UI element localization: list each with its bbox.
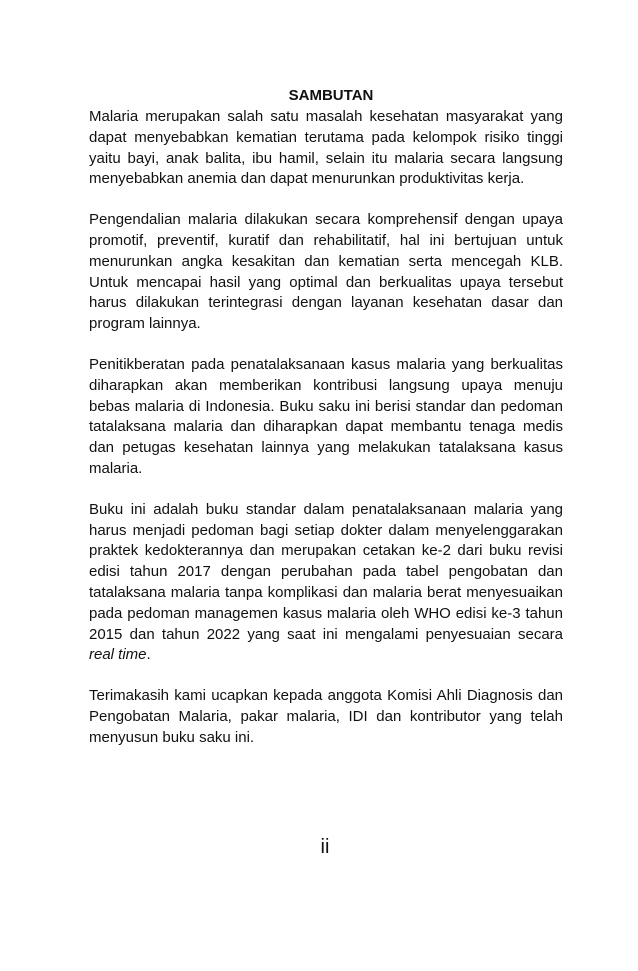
paragraph-5: Terimakasih kami ucapkan kepada anggota Komisi Ahli Diagnosis dan Pengobatan Malaria, pakar malaria, IDI dan kontributor yang telah menyusun buku saku ini. xyxy=(89,687,563,746)
page-number: ii xyxy=(320,836,330,858)
page-title: SAMBUTAN xyxy=(288,87,374,104)
paragraph-4 xyxy=(89,500,563,666)
paragraph-1: Malaria merupakan salah satu masalah kesehatan masyarakat yang dapat menyebabkan kematian terutama pada kelompok risiko tinggi yaitu bayi, anak balita, ibu hamil, selain itu malaria secara langsung menyebabkan anemia dan dapat menurunkan produktivitas kerja. xyxy=(89,108,563,188)
paragraph-4-italic: real time xyxy=(89,646,147,664)
paragraph-3: Penitikberatan pada penatalaksanaan kasus malaria yang berkualitas diharapkan akan memberikan kontribusi langsung upaya menuju bebas malaria di Indonesia. Buku saku ini berisi standar dan pedoman tatalaksana malaria dan diharapkan dapat membantu tenaga medis dan petugas kesehatan lainnya yang melakukan tatalaksana kasus malaria. xyxy=(89,355,563,477)
document-page xyxy=(89,86,563,769)
paragraph-4-end: . xyxy=(146,646,151,664)
paragraph-2: Pengendalian malaria dilakukan secara komprehensif dengan upaya promotif, preventif, kuratif dan rehabilitatif, hal ini bertujuan untuk menurunkan angka kesakitan dan kematian serta mencegah KLB. Untuk mencapai hasil yang optimal dan berkualitas upaya tersebut harus dilakukan terintegrasi dengan layanan kesehatan dasar dan program lainnya. xyxy=(89,211,563,333)
paragraph-4-text: Buku ini adalah buku standar dalam penatalaksanaan malaria yang harus menjadi pedoman bagi setiap dokter dalam menyelenggarakan praktek kedokterannya dan merupakan cetakan ke-2 dari buku revisi edisi tahun 2017 dengan perubahan pada tabel pengobatan dan tatalaksana malaria tanpa komplikasi dan malaria berat menyesuaikan pada pedoman managemen kasus malaria oleh WHO edisi ke-3 tahun 2015 dan tahun 2022 yang saat ini mengalami penyesuaian secara xyxy=(89,500,563,643)
